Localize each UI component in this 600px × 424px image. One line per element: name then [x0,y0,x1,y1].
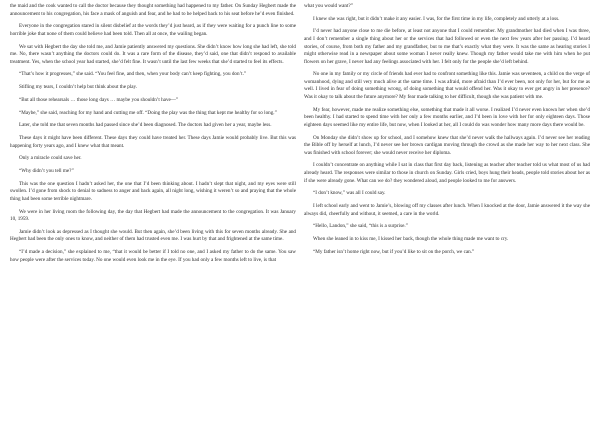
paragraph: “That’s how it progresses,” she said. “You feel fine, and then, when your body can’t keep fighting, you don’t.” [19,71,247,78]
paragraph: Stifling my tears, I couldn’t help but think about the play. [19,84,138,91]
paragraph: what you would want?” [304,3,353,9]
paragraph: I left school early and went to Jamie’s, blowing off my classes after lunch. When I knocked at the door, Jamie answered it the way she always did, cheerfully and without, it seemed, a care in the world. [304,202,590,217]
left-page [10,3,296,424]
paragraph: Only a miracle could save her. [19,155,82,162]
paragraph: “I’d made a decision,” she explained to me, “that it would be better if I told no one, and I asked my father to do the same. You saw how people were after the services today. No one would even look me in the eye. If you had only a few months left to live, is that [10,249,296,263]
paragraph: We were in her living room the following day, the day that Hegbert had made the announcement to the congregation. It was January 10, 1959. [10,208,296,223]
paragraph: My fear, however, made me realize something else, something that made it all worse. I realized I’d never even known her when she’d been healthy. I had started to spend time with her only a few months earlier, and I’d been in love with her for only eighteen days. Those eighteen days seemed like my entire life, but now, when I looked at her, all I could do was wonder how many more days there would be. [304,106,590,128]
paragraph: “Maybe,” she said, reaching for my hand and cutting me off. “Doing the play was the thing that kept me healthy for so long.” [19,109,277,116]
paragraph: Jamie didn’t look as depressed as I thought she would. But then again, she’d been living with this for seven months already. She and Hegbert had been the only ones to know, and neither of them had trusted even me. I was hurt by that and frightened at the same time. [10,228,296,243]
paragraph: “My father isn’t home right now, but if you’d like to sit on the porch, we can.” [313,248,475,255]
right-page [304,3,590,424]
paragraph: I couldn’t concentrate on anything while I sat in class that first day back, listening as teacher after teacher told us what most of us had already heard. The responses were similar to those in church on Sunday. Girls cried, boys hung their heads, people told stories about her as if she were already gone. What can we do? they wondered aloud, and people looked to me for answers. [304,162,590,184]
paragraph: These days it might have been different. These days they could have treated her. These days Jamie would probably live. But this was happening forty years ago, and I knew what that meant. [10,135,296,149]
paragraph: I’d never had anyone close to me die before, at least not anyone that I could remember. My grandmother had died when I was three, and I don’t remember a single thing about her or the services that had followed or even the next few years after her passing. I’d heard stories, of course, from both my father and my grandfather, but to me that’s exactly what they were. It was the same as hearing stories I might otherwise read in a newspaper about some woman I never really knew. Though my father would take me with him when he put flowers on her grave, I never had any feelings associated with her. I felt only for the people she’d left behind. [304,28,590,65]
paragraph: “Why didn’t you tell me?” [19,168,74,175]
paragraph: I knew she was right, but it didn’t make it any easier. I was, for the first time in my life, completely and utterly at a loss. [313,15,560,22]
paragraph: This was the one question I hadn’t asked her, the one that I’d been thinking about. I hadn’t slept that night, and my eyes were still swollen. I’d gone from shock to denial to sadness to anger and back again, all night long, wishing it weren’t so and praying that the whole thing had been some terrible nightmare. [10,180,296,202]
paragraph: When she leaned in to kiss me, I kissed her back, though the whole thing made me want to cry. [313,236,509,242]
paragraph: No one in my family or my circle of friends had ever had to confront something like this. Jamie was seventeen, a child on the verge of womanhood, dying and still very much alive at the same time. I was afraid, more afraid than I’d ever been, not only for her, but for me as well. I lived in fear of doing something wrong, of doing something that would offend her. Was it okay to ever get angry in her presence? Was it okay to talk about the future anymore? My fear made talking to her difficult, though she was patient with me. [304,71,590,101]
paragraph: On Monday she didn’t show up for school, and I somehow knew that she’d never walk the hallways again. I’d never see her reading the Bible off by herself at lunch, I’d never see her brown cardigan moving through the crowd as she made her way to her next class. She was finished with school forever; she would never receive her diploma. [304,134,590,156]
paragraph: “Hello, Landon,” she said, “this is a surprise.” [313,223,408,230]
paragraph: the maid and the cook wanted to call the doctor because they thought something had happened to my father. On Sunday Hegbert made the announcement to his congregation, his face a mask of anguish and fear, and he had to be helped back to his seat before he’d even finished. [10,3,296,17]
paragraph: Later, she told me that seven months had passed since she’d been diagnosed. The doctors had given her a year, maybe less. [19,122,272,129]
paragraph: We sat with Hegbert the day she told me, and Jamie patiently answered my questions. She didn’t know how long she had left, she told me. No, there wasn’t anything the doctors could do. It was a rare form of the disease, they’d said, one that didn’t respond to available treatment. Yes, when the school year had started, she’d felt fine. It wasn’t until the last few weeks that she’d started to feel its effects. [10,43,296,65]
paragraph: “I don’t know,” was all I could say. [313,190,386,197]
paragraph: “But all those rehearsals … those long days … maybe you shouldn’t have—” [19,96,179,103]
paragraph: Everyone in the congregation stared in silent disbelief at the words they’d just heard, as if they were waiting for a punch line to some horrible joke that none of them could believe had been told. Then all at once, the wailing began. [10,23,296,37]
